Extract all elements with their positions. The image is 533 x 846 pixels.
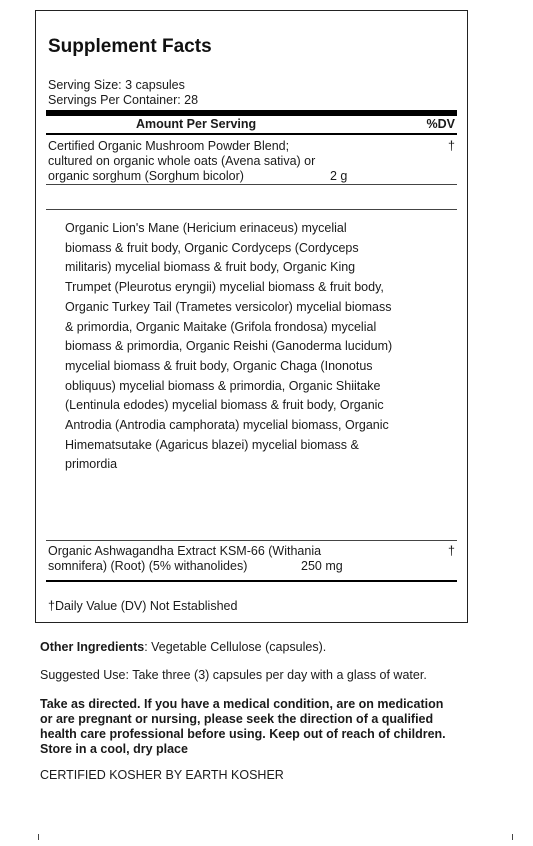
- blend-ingredient-list: Organic Lion's Mane (Hericium erinaceus) mycelial biomass & fruit body, Organic Cordyceps (Cordyceps militaris) mycelial biomass & fruit body, Organic King Trumpet (Pleurotus eryngii) mycelial biomass & fruit body, Organic Turkey Tail (Trametes versicolor) mycelial biomass & primordia, Organic Maitake (Grifola frondosa) mycelial biomass & primordia, Organic Reishi (Ganoderma lucidum) mycelial biomass & fruit body, Organic Chaga (Inonotus obliquus) mycelial biomass & primordia, Organic Shiitake (Lentinula edodes) mycelial biomass & fruit body, Organic Antrodia (Antrodia camphorata) mycelial biomass, Organic Himematsutake (Agaricus blazei) mycelial biomass & primordia: [65, 221, 393, 472]
- warning-line-3: health care professional before using. Keep out of reach of children.: [40, 727, 446, 741]
- warning-line-4: Store in a cool, dry place: [40, 742, 188, 756]
- divider: [46, 209, 457, 210]
- other-ingredients-label: Other Ingredients: [40, 640, 145, 654]
- ashwagandha-amount: 250 mg: [301, 559, 343, 573]
- panel-title: Supplement Facts: [48, 36, 212, 57]
- thick-divider: [46, 110, 457, 116]
- header-divider: [46, 133, 457, 135]
- suggested-use: Suggested Use: Take three (3) capsules per day with a glass of water.: [40, 668, 427, 682]
- warning-text: [40, 697, 510, 757]
- blend-row: [48, 139, 457, 184]
- divider: [46, 184, 457, 185]
- blend-name-line-2: cultured on organic whole oats (Avena sativa) or: [48, 154, 316, 168]
- ashwagandha-name-line-1: Organic Ashwagandha Extract KSM-66 (Withania: [48, 544, 322, 558]
- blend-name-line-3: organic sorghum (Sorghum bicolor): [48, 169, 244, 183]
- blend-amount: 2 g: [330, 169, 348, 183]
- blend-dv-dagger: †: [448, 139, 455, 153]
- ashwagandha-name-line-2: somnifera) (Root) (5% withanolides): [48, 559, 248, 573]
- divider: [46, 540, 457, 541]
- other-ingredients: [40, 640, 510, 655]
- dv-header: %DV: [426, 117, 455, 131]
- warning-line-1: Take as directed. If you have a medical condition, are on medication: [40, 697, 444, 711]
- other-ingredients-value: : Vegetable Cellulose (capsules).: [144, 640, 327, 654]
- crop-mark: [38, 834, 39, 840]
- crop-mark: [512, 834, 513, 840]
- warning-line-2: or are pregnant or nursing, please seek the direction of a qualified: [40, 712, 434, 726]
- ashwagandha-row: [48, 544, 457, 574]
- kosher-certification: CERTIFIED KOSHER BY EARTH KOSHER: [40, 768, 284, 782]
- serving-size: Serving Size: 3 capsules: [48, 78, 185, 92]
- supplement-facts-panel: [35, 10, 468, 623]
- ashwagandha-dv-dagger: †: [448, 544, 455, 558]
- dv-footnote: †Daily Value (DV) Not Established: [48, 599, 238, 613]
- amount-per-serving-header: Amount Per Serving: [136, 117, 257, 131]
- blend-name-line-1: Certified Organic Mushroom Powder Blend;: [48, 139, 290, 153]
- bottom-divider: [46, 580, 457, 582]
- servings-per-container: Servings Per Container: 28: [48, 93, 199, 107]
